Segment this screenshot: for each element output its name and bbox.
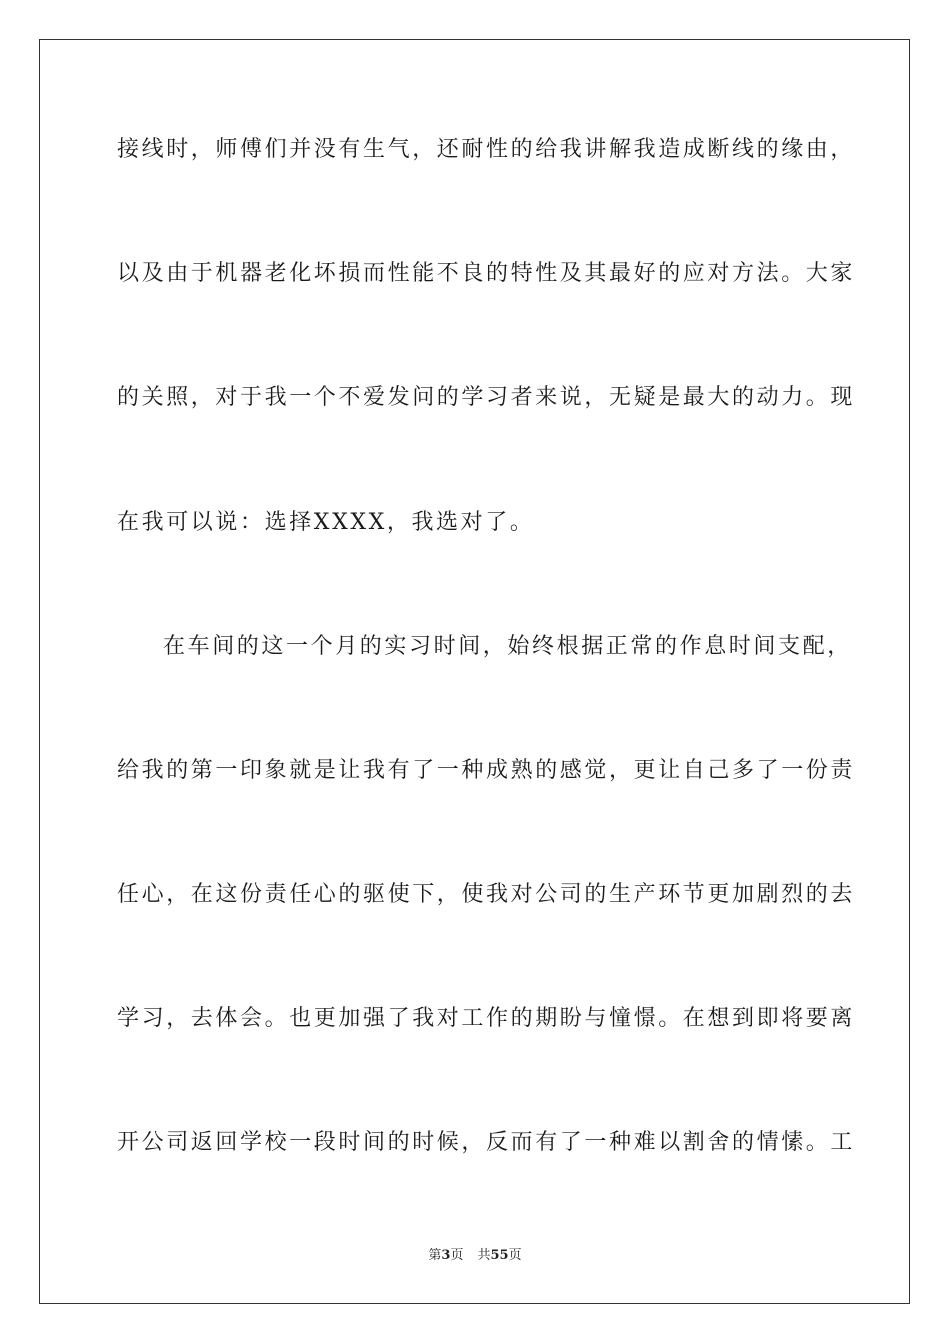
paragraph-line: 给我的第一印象就是让我有了一种成熟的感觉，更让自己多了一份责 [117, 758, 856, 783]
paragraph-line: 以及由于机器老化坏损而性能不良的特性及其最好的应对方法。大家 [117, 261, 856, 286]
page-footer [0, 1247, 950, 1265]
page-label-prefix: 第 [428, 1248, 442, 1263]
paragraph-line: 学习，去体会。也更加强了我对工作的期盼与憧憬。在想到即将要离 [117, 1006, 856, 1031]
paragraph-line: 接线时，师傅们并没有生气，还耐性的给我讲解我造成断线的缘由， [117, 137, 856, 162]
page-border [39, 39, 910, 1304]
paragraph-line-indented: 在车间的这一个月的实习时间，始终根据正常的作息时间支配， [163, 634, 852, 659]
page-number: 3 [441, 1248, 451, 1263]
total-label-prefix: 共 [477, 1248, 491, 1263]
paragraph-line: 开公司返回学校一段时间的时候，反而有了一种难以割舍的情愫。工 [117, 1130, 856, 1155]
total-label-suffix: 页 [508, 1248, 522, 1263]
total-pages: 55 [490, 1248, 509, 1263]
paragraph-line: 的关照，对于我一个不爱发问的学习者来说，无疑是最大的动力。现 [117, 385, 856, 410]
page-label-suffix: 页 [450, 1248, 464, 1263]
paragraph-line: 任心，在这份责任心的驱使下，使我对公司的生产环节更加剧烈的去 [117, 882, 856, 907]
paragraph-line: 在我可以说：选择XXXX，我选对了。 [117, 510, 535, 535]
